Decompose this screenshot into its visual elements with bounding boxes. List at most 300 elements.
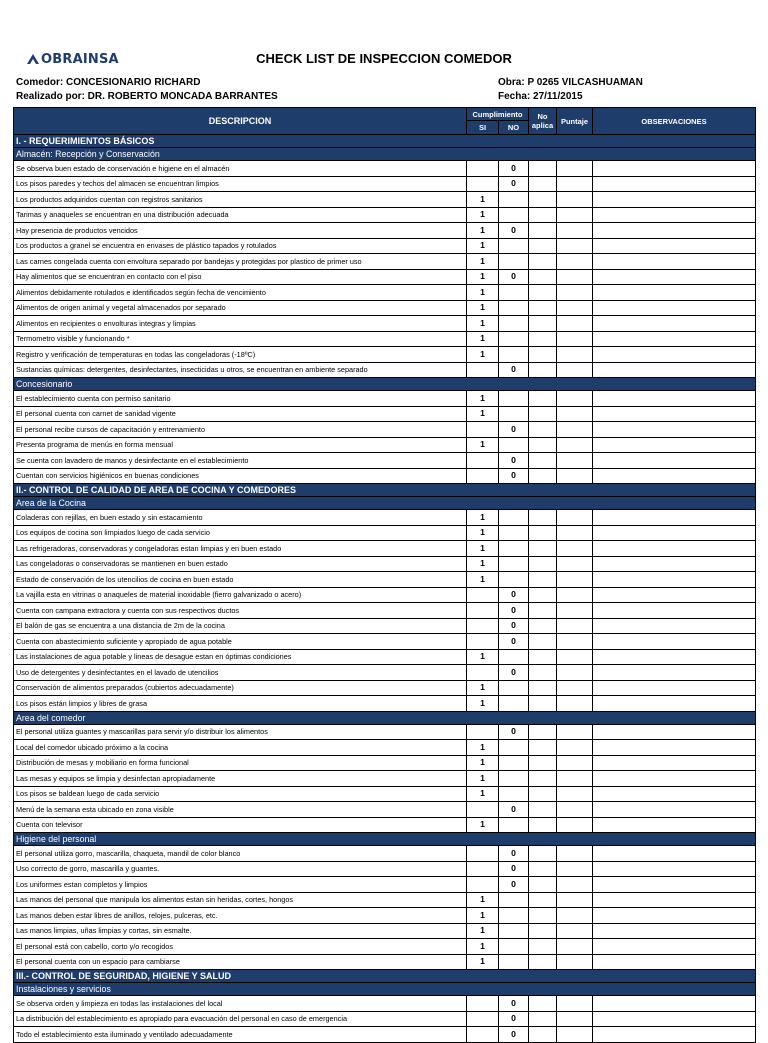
table-row [14,391,756,407]
no-aplica-cell [529,525,557,541]
table-row [14,331,756,347]
puntaje-cell [557,724,593,740]
puntaje-cell [557,254,593,270]
no-aplica-cell [529,510,557,526]
puntaje-cell [557,618,593,634]
cumplimiento-si-cell: 1 [467,525,499,541]
table-row [14,207,756,223]
no-aplica-cell [529,740,557,756]
table-row [14,510,756,526]
item-description: El personal utiliza gorro, mascarilla, chaqueta, mandil de color blanco [14,846,467,862]
puntaje-cell [557,525,593,541]
cumplimiento-no-cell [499,892,529,908]
observaciones-cell [593,846,756,862]
cumplimiento-no-cell [499,207,529,223]
no-aplica-cell [529,207,557,223]
cumplimiento-si-cell: 1 [467,923,499,939]
table-row [14,908,756,924]
no-aplica-cell [529,362,557,378]
cumplimiento-si-cell: 1 [467,300,499,316]
no-aplica-cell [529,238,557,254]
cumplimiento-no-cell [499,525,529,541]
item-description: Cuentan con servicios higiénicos en buenas condiciones [14,468,467,484]
item-description: Los equipos de cocina son limpiados luego de cada servicio [14,525,467,541]
item-description: Presenta programa de menús en forma mensual [14,437,467,453]
table-row [14,422,756,438]
no-aplica-cell [529,587,557,603]
no-aplica-cell [529,1027,557,1043]
puntaje-cell [557,786,593,802]
puntaje-cell [557,347,593,363]
cumplimiento-si-cell: 1 [467,331,499,347]
cumplimiento-no-cell [499,649,529,665]
observaciones-cell [593,939,756,955]
observaciones-cell [593,347,756,363]
puntaje-cell [557,238,593,254]
table-row [14,634,756,650]
cumplimiento-si-cell: 1 [467,391,499,407]
observaciones-cell [593,572,756,588]
observaciones-cell [593,269,756,285]
item-description: Las mesas y equipos se limpia y desinfectan apropiadamente [14,771,467,787]
table-row [14,954,756,970]
puntaje-cell [557,316,593,332]
observaciones-cell [593,680,756,696]
puntaje-cell [557,649,593,665]
puntaje-cell [557,572,593,588]
subsection-title: Instalaciones y servicios [14,983,756,996]
puntaje-cell [557,391,593,407]
item-description: Los productos adquiridos cuentan con registros sanitarios [14,192,467,208]
subsection-title: Area de la Cocina [14,497,756,510]
item-description: El personal recibe cursos de capacitación y entrenamiento [14,422,467,438]
item-description: Se cuenta con lavadero de manos y desinfectante en el establecimiento [14,453,467,469]
item-description: Tarimas y anaqueles se encuentran en una distribución adecuada [14,207,467,223]
puntaje-cell [557,300,593,316]
cumplimiento-si-cell: 1 [467,572,499,588]
table-body [14,135,756,1043]
table-row [14,802,756,818]
observaciones-cell [593,923,756,939]
observaciones-cell [593,391,756,407]
subsection-title: Concesionario [14,378,756,391]
cumplimiento-si-cell [467,846,499,862]
item-description: El balón de gas se encuentra a una distancia de 2m de la cocina [14,618,467,634]
no-aplica-cell [529,696,557,712]
observaciones-cell [593,802,756,818]
observaciones-cell [593,437,756,453]
section-header-row [14,484,756,497]
no-aplica-cell [529,665,557,681]
table-row [14,786,756,802]
cumplimiento-si-cell [467,468,499,484]
observaciones-cell [593,755,756,771]
cumplimiento-si-cell [467,1027,499,1043]
puntaje-cell [557,331,593,347]
table-row [14,238,756,254]
no-aplica-cell [529,923,557,939]
puntaje-cell [557,996,593,1012]
observaciones-cell [593,362,756,378]
cumplimiento-no-cell: 0 [499,1027,529,1043]
subsection-title: Area del comedor [14,711,756,724]
item-description: Las refrigeradoras, conservadoras y congeladoras estan limpias y en buen estado [14,541,467,557]
no-aplica-cell [529,347,557,363]
logo-text: OBRAINSA [41,51,119,67]
cumplimiento-si-cell [467,665,499,681]
subsection-title: Almacén: Recepción y Conservación [14,148,756,161]
cumplimiento-si-cell: 1 [467,285,499,301]
observaciones-cell [593,724,756,740]
puntaje-cell [557,802,593,818]
cumplimiento-si-cell: 1 [467,437,499,453]
checklist-table [13,107,756,1043]
no-aplica-cell [529,556,557,572]
table-row [14,406,756,422]
observaciones-cell [593,634,756,650]
cumplimiento-no-cell: 0 [499,861,529,877]
cumplimiento-si-cell [467,176,499,192]
no-aplica-cell [529,846,557,862]
cumplimiento-si-cell: 1 [467,238,499,254]
cumplimiento-no-cell: 0 [499,362,529,378]
no-aplica-cell [529,223,557,239]
cumplimiento-si-cell: 1 [467,316,499,332]
table-row [14,696,756,712]
cumplimiento-si-cell: 1 [467,207,499,223]
item-description: Los productos a granel se encuentra en envases de plástico tapados y rotulados [14,238,467,254]
cumplimiento-no-cell [499,771,529,787]
cumplimiento-no-cell: 0 [499,996,529,1012]
col-no: NO [499,121,529,135]
item-description: Local del comedor ubicado próximo a la cocina [14,740,467,756]
no-aplica-cell [529,786,557,802]
puntaje-cell [557,740,593,756]
table-row [14,846,756,862]
table-row [14,300,756,316]
cumplimiento-si-cell: 1 [467,892,499,908]
cumplimiento-no-cell: 0 [499,223,529,239]
puntaje-cell [557,176,593,192]
observaciones-cell [593,908,756,924]
observaciones-cell [593,996,756,1012]
cumplimiento-no-cell [499,939,529,955]
cumplimiento-si-cell: 1 [467,556,499,572]
puntaje-cell [557,556,593,572]
no-aplica-cell [529,422,557,438]
cumplimiento-si-cell: 1 [467,510,499,526]
table-row [14,587,756,603]
cumplimiento-no-cell: 0 [499,453,529,469]
observaciones-cell [593,861,756,877]
observaciones-cell [593,786,756,802]
table-row [14,362,756,378]
puntaje-cell [557,468,593,484]
item-description: El personal cuenta con carnet de sanidad vigente [14,406,467,422]
col-no-aplica: No aplica [529,108,557,135]
puntaje-cell [557,422,593,438]
no-aplica-cell [529,468,557,484]
cumplimiento-si-cell: 1 [467,192,499,208]
item-description: Las carnes congelada cuenta con envoltura separado por bandejas y protegidas por plastico de primer uso [14,254,467,270]
item-description: Estado de conservación de los utencilios de cocina en buen estado [14,572,467,588]
subsection-header-row [14,378,756,391]
no-aplica-cell [529,161,557,177]
table-row [14,740,756,756]
col-si: SI [467,121,499,135]
puntaje-cell [557,696,593,712]
cumplimiento-si-cell: 1 [467,771,499,787]
puntaje-cell [557,510,593,526]
observaciones-cell [593,771,756,787]
cumplimiento-si-cell [467,996,499,1012]
table-row [14,176,756,192]
observaciones-cell [593,649,756,665]
obra-line: Obra: P 0265 VILCASHUAMAN [498,77,643,88]
item-description: Se observa orden y limpieza en todas las instalaciones del local [14,996,467,1012]
fecha-line: Fecha: 27/11/2015 [498,91,583,102]
cumplimiento-no-cell [499,437,529,453]
observaciones-cell [593,161,756,177]
puntaje-cell [557,541,593,557]
item-description: La vajilla esta en vitrinas o anaqueles de material inoxidable (fierro galvanizado o acero) [14,587,467,603]
cumplimiento-no-cell: 0 [499,634,529,650]
item-description: Distribución de mesas y mobiliario en forma funcional [14,755,467,771]
no-aplica-cell [529,861,557,877]
observaciones-cell [593,877,756,893]
puntaje-cell [557,161,593,177]
item-description: Coladeras con rejillas, en buen estado y sin estacamiento [14,510,467,526]
no-aplica-cell [529,331,557,347]
no-aplica-cell [529,802,557,818]
cumplimiento-no-cell [499,680,529,696]
observaciones-cell [593,603,756,619]
item-description: El personal utiliza guantes y mascarillas para servir y/o distribuir los alimentos [14,724,467,740]
no-aplica-cell [529,316,557,332]
puntaje-cell [557,846,593,862]
table-row [14,771,756,787]
no-aplica-cell [529,541,557,557]
observaciones-cell [593,510,756,526]
item-description: Los pisos están limpios y libres de grasa [14,696,467,712]
cumplimiento-si-cell: 1 [467,908,499,924]
observaciones-cell [593,817,756,833]
cumplimiento-no-cell: 0 [499,176,529,192]
no-aplica-cell [529,618,557,634]
puntaje-cell [557,908,593,924]
observaciones-cell [593,300,756,316]
observaciones-cell [593,954,756,970]
cumplimiento-no-cell [499,406,529,422]
puntaje-cell [557,665,593,681]
cumplimiento-no-cell [499,755,529,771]
subsection-header-row [14,983,756,996]
cumplimiento-no-cell: 0 [499,587,529,603]
cumplimiento-no-cell: 0 [499,269,529,285]
cumplimiento-no-cell [499,192,529,208]
document-title: CHECK LIST DE INSPECCION COMEDOR [256,51,512,66]
table-header-row [14,108,756,121]
cumplimiento-si-cell: 1 [467,223,499,239]
observaciones-cell [593,254,756,270]
table-row [14,572,756,588]
table-row [14,861,756,877]
item-description: Se observa buen estado de conservación e higiene en el almacén [14,161,467,177]
no-aplica-cell [529,572,557,588]
table-row [14,453,756,469]
cumplimiento-si-cell: 1 [467,740,499,756]
observaciones-cell [593,1011,756,1027]
observaciones-cell [593,892,756,908]
table-row [14,437,756,453]
item-description: Las instalaciones de agua potable y lineas de desague estan en óptimas condiciones [14,649,467,665]
cumplimiento-si-cell [467,861,499,877]
no-aplica-cell [529,269,557,285]
no-aplica-cell [529,724,557,740]
section-title: I. - REQUERIMIENTOS BÁSICOS [14,135,756,148]
cumplimiento-no-cell [499,254,529,270]
puntaje-cell [557,634,593,650]
cumplimiento-no-cell [499,347,529,363]
observaciones-cell [593,696,756,712]
observaciones-cell [593,740,756,756]
no-aplica-cell [529,603,557,619]
cumplimiento-no-cell [499,391,529,407]
item-description: Todo el establecimiento esta iluminado y ventilado adecuadamente [14,1027,467,1043]
cumplimiento-no-cell: 0 [499,422,529,438]
subsection-header-row [14,833,756,846]
subsection-header-row [14,497,756,510]
item-description: Alimentos de origen animal y vegetal almacenados por separado [14,300,467,316]
observaciones-cell [593,453,756,469]
item-description: Cuenta con televisor [14,817,467,833]
puntaje-cell [557,192,593,208]
item-description: Hay presencia de productos vencidos [14,223,467,239]
no-aplica-cell [529,176,557,192]
table-row [14,223,756,239]
cumplimiento-si-cell [467,634,499,650]
cumplimiento-si-cell: 1 [467,954,499,970]
cumplimiento-si-cell: 1 [467,269,499,285]
cumplimiento-si-cell [467,877,499,893]
no-aplica-cell [529,771,557,787]
item-description: Los uniformes estan completos y limpios [14,877,467,893]
item-description: El establecimiento cuenta con permiso sanitario [14,391,467,407]
col-descripcion: DESCRIPCION [14,108,467,135]
cumplimiento-si-cell [467,1011,499,1027]
item-description: Menú de la semana esta ubicado en zona visible [14,802,467,818]
subsection-header-row [14,148,756,161]
col-observaciones: OBSERVACIONES [593,108,756,135]
puntaje-cell [557,269,593,285]
subsection-header-row [14,711,756,724]
cumplimiento-no-cell [499,238,529,254]
no-aplica-cell [529,437,557,453]
cumplimiento-si-cell: 1 [467,406,499,422]
cumplimiento-si-cell: 1 [467,680,499,696]
no-aplica-cell [529,877,557,893]
item-description: Cuenta con campana extractora y cuenta con sus respectivos ductos [14,603,467,619]
item-description: El personal está con cabello, corto y/o recogidos [14,939,467,955]
no-aplica-cell [529,954,557,970]
subsection-title: Higiene del personal [14,833,756,846]
cumplimiento-no-cell [499,556,529,572]
no-aplica-cell [529,755,557,771]
table-row [14,892,756,908]
item-description: Los pisos paredes y techos del almacen se encuentran limpios [14,176,467,192]
cumplimiento-si-cell [467,603,499,619]
table-row [14,618,756,634]
observaciones-cell [593,238,756,254]
no-aplica-cell [529,892,557,908]
no-aplica-cell [529,406,557,422]
item-description: Alimentos en recipientes o envolturas integras y limpias [14,316,467,332]
section-title: II.- CONTROL DE CALIDAD DE AREA DE COCINA Y COMEDORES [14,484,756,497]
no-aplica-cell [529,939,557,955]
puntaje-cell [557,1027,593,1043]
puntaje-cell [557,877,593,893]
item-description: Termometro visible y funcionando * [14,331,467,347]
cumplimiento-no-cell [499,696,529,712]
section-header-row [14,135,756,148]
item-description: La distribución del establecimiento es apropiado para evacuación del personal en caso de emergencia [14,1011,467,1027]
puntaje-cell [557,817,593,833]
observaciones-cell [593,316,756,332]
item-description: Hay alimentos que se encuentran en contacto con el piso [14,269,467,285]
no-aplica-cell [529,453,557,469]
observaciones-cell [593,525,756,541]
observaciones-cell [593,618,756,634]
cumplimiento-no-cell [499,300,529,316]
table-row [14,316,756,332]
cumplimiento-no-cell: 0 [499,1011,529,1027]
realizado-line: Realizado por: DR. ROBERTO MONCADA BARRANTES [16,91,278,102]
cumplimiento-no-cell: 0 [499,603,529,619]
cumplimiento-no-cell [499,510,529,526]
no-aplica-cell [529,285,557,301]
table-row [14,541,756,557]
observaciones-cell [593,468,756,484]
no-aplica-cell [529,192,557,208]
cumplimiento-no-cell [499,923,529,939]
cumplimiento-si-cell [467,618,499,634]
table-row [14,755,756,771]
table-row [14,192,756,208]
cumplimiento-no-cell [499,954,529,970]
observaciones-cell [593,587,756,603]
table-row [14,525,756,541]
cumplimiento-no-cell: 0 [499,724,529,740]
observaciones-cell [593,285,756,301]
comedor-line: Comedor: CONCESIONARIO RICHARD [16,77,201,88]
cumplimiento-no-cell [499,285,529,301]
item-description: Uso correcto de gorro, mascarilla y guantes. [14,861,467,877]
cumplimiento-no-cell: 0 [499,846,529,862]
col-cumplimiento: Cumplimiento [467,108,529,121]
observaciones-cell [593,556,756,572]
puntaje-cell [557,939,593,955]
cumplimiento-si-cell [467,422,499,438]
puntaje-cell [557,223,593,239]
table-row [14,1011,756,1027]
observaciones-cell [593,541,756,557]
puntaje-cell [557,362,593,378]
no-aplica-cell [529,649,557,665]
cumplimiento-no-cell: 0 [499,161,529,177]
cumplimiento-si-cell [467,802,499,818]
item-description: El personal cuenta con un espacio para cambiarse [14,954,467,970]
table-row [14,724,756,740]
